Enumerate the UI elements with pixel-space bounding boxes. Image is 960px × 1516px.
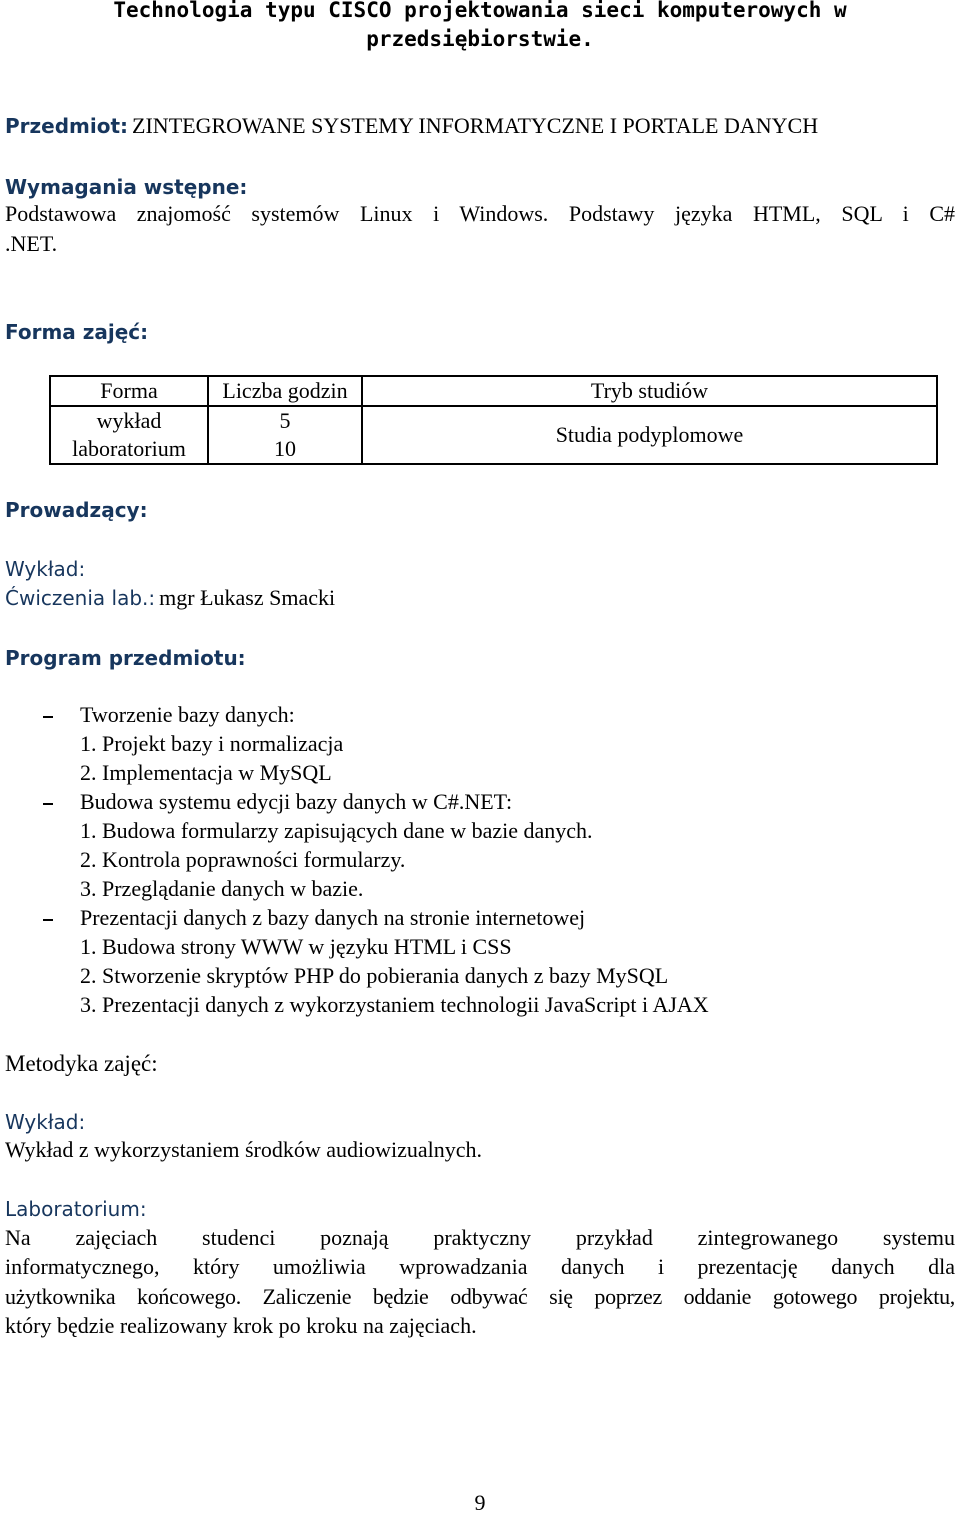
program-section-2-item-2: 2. Kontrola poprawności formularzy. xyxy=(80,847,406,872)
row-hours-2: 10 xyxy=(208,435,362,464)
instructors-lab-value: mgr Łukasz Smacki xyxy=(159,585,336,610)
requirements-label: Wymagania wstępne: xyxy=(5,175,248,199)
header-mode: Tryb studiów xyxy=(362,376,937,406)
requirements-line-2: .NET. xyxy=(5,231,58,256)
methods-heading: Metodyka zajęć: xyxy=(5,1051,158,1076)
program-section-3-item-3: 3. Prezentacji danych z wykorzystaniem technologii JavaScript i AJAX xyxy=(80,992,709,1017)
instructors-lecture-label: Wykład: xyxy=(5,557,86,581)
methods-lab-line-3: użytkownika końcowego. Zaliczenie będzie odbywać się poprzez oddanie gotowego projektu, xyxy=(5,1284,955,1309)
program-heading: Program przedmiotu: xyxy=(5,646,246,670)
instructors-heading: Prowadzący: xyxy=(5,498,148,522)
methods-lecture-text: Wykład z wykorzystaniem środków audiowizualnych. xyxy=(5,1137,483,1162)
program-section-2-item-1: 1. Budowa formularzy zapisujących dane w bazie danych. xyxy=(80,818,593,843)
program-section-3-item-2: 2. Stworzenie skryptów PHP do pobierania danych z bazy MySQL xyxy=(80,963,669,988)
dash-marker xyxy=(43,716,53,718)
dash-marker xyxy=(43,919,53,921)
page-number: 9 xyxy=(474,1490,486,1515)
study-mode-cell: Studia podyplomowe xyxy=(362,406,937,464)
program-section-1-item-2: 2. Implementacja w MySQL xyxy=(80,760,332,785)
form-heading: Forma zajęć: xyxy=(5,320,149,344)
title-line-2: przedsiębiorstwie. xyxy=(366,27,594,51)
program-section-1-item-1: 1. Projekt bazy i normalizacja xyxy=(80,731,344,756)
methods-lab-line-1: Na zajęciach studenci poznają praktyczny przykład zintegrowanego systemu xyxy=(5,1225,955,1250)
methods-lecture-label: Wykład: xyxy=(5,1110,86,1134)
program-section-2-title: Budowa systemu edycji bazy danych w C#.NET: xyxy=(80,789,513,814)
header-hours: Liczba godzin xyxy=(208,376,362,406)
header-forma: Forma xyxy=(50,376,208,406)
methods-lab-line-4: który będzie realizowany krok po kroku na zajęciach. xyxy=(5,1313,477,1338)
row-forma-2: laboratorium xyxy=(50,435,208,464)
requirements-line-1: Podstawowa znajomość systemów Linux i Windows. Podstawy języka HTML, SQL i C# xyxy=(5,201,955,226)
subject-label: Przedmiot: xyxy=(5,114,129,138)
methods-lab-label: Laboratorium: xyxy=(5,1197,147,1221)
row-forma-1: wykład xyxy=(50,406,208,435)
subject-value: ZINTEGROWANE SYSTEMY INFORMATYCZNE I PORTALE DANYCH xyxy=(132,113,819,138)
program-section-3-title: Prezentacji danych z bazy danych na stronie internetowej xyxy=(80,905,586,930)
document-title xyxy=(0,0,960,54)
row-hours-1: 5 xyxy=(208,406,362,435)
program-section-3-item-1: 1. Budowa strony WWW w języku HTML i CSS xyxy=(80,934,512,959)
program-section-2-item-3: 3. Przeglądanie danych w bazie. xyxy=(80,876,364,901)
subject-line xyxy=(5,113,818,139)
form-table xyxy=(49,375,938,465)
instructors-lab-label: Ćwiczenia lab.: xyxy=(5,586,156,610)
dash-marker xyxy=(43,803,53,805)
instructors-lab-line xyxy=(5,585,335,611)
program-section-1-title: Tworzenie bazy danych: xyxy=(80,702,295,727)
title-line-1: Technologia typu CISCO projektowania sieci komputerowych w xyxy=(113,0,847,22)
methods-lab-line-2: informatycznego, który umożliwia wprowadzania danych i prezentację danych dla xyxy=(5,1254,955,1279)
